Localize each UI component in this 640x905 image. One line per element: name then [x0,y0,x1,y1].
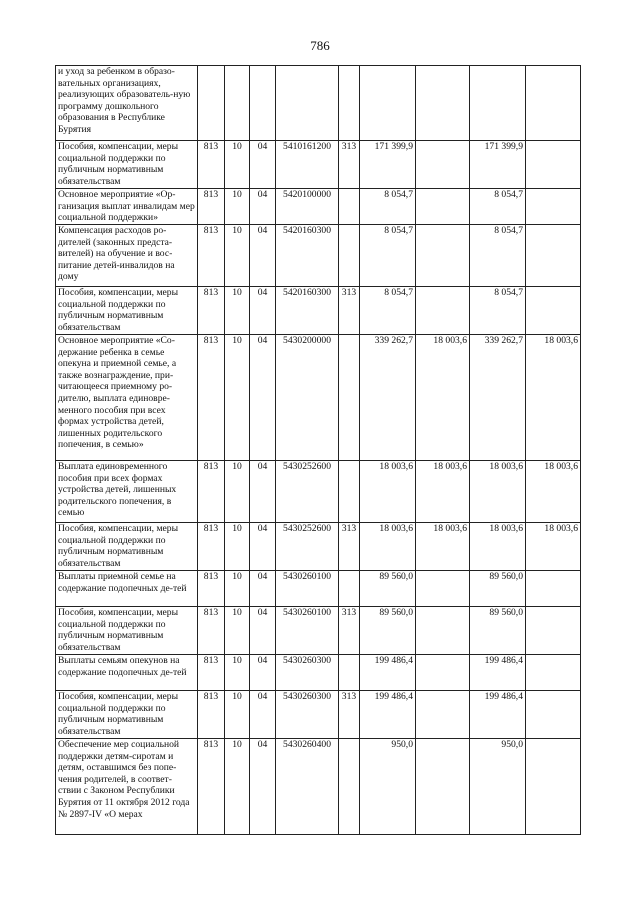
page-number: 786 [310,38,330,53]
cell-subvention-2 [526,189,581,225]
cell-subvention [416,607,470,655]
cell-section: 10 [225,655,250,691]
cell-name: Пособия, компенсации, меры социальной поддержки по публичным нормативным обязательствам [56,691,198,739]
cell-subvention: 18 003,6 [416,461,470,523]
cell-total: 199 486,4 [360,691,416,739]
cell-target-article: 5430260300 [276,691,339,739]
cell-name: Пособия, компенсации, меры социальной поддержки по публичным нормативным обязательствам [56,607,198,655]
cell-amount: 199 486,4 [470,655,526,691]
table-body [56,66,581,835]
table-row [56,335,581,461]
cell-expense-type: 313 [339,691,360,739]
cell-subvention [416,141,470,189]
cell-name: Пособия, компенсации, меры социальной поддержки по публичным нормативным обязательствам [56,287,198,335]
cell-subvention [416,571,470,607]
cell-total: 171 399,9 [360,141,416,189]
cell-ministry: 813 [198,655,225,691]
cell-subvention [416,287,470,335]
cell-subvention-2 [526,287,581,335]
cell-name: Пособия, компенсации, меры социальной поддержки по публичным нормативным обязательствам [56,523,198,571]
cell-total: 18 003,6 [360,461,416,523]
cell-subvention-2 [526,607,581,655]
cell-amount: 950,0 [470,739,526,835]
cell-section: 10 [225,523,250,571]
cell-target-article: 5430260100 [276,571,339,607]
cell-subsection: 04 [250,189,276,225]
cell-section: 10 [225,225,250,287]
cell-target-article: 5430260400 [276,739,339,835]
table-row [56,287,581,335]
cell-expense-type [339,461,360,523]
cell-ministry: 813 [198,287,225,335]
cell-name: Выплаты приемной семье на содержание подопечных де-тей [56,571,198,607]
cell-subvention [416,691,470,739]
cell-total: 339 262,7 [360,335,416,461]
cell-subsection: 04 [250,225,276,287]
table-row [56,739,581,835]
cell-total: 18 003,6 [360,523,416,571]
cell-amount: 89 560,0 [470,571,526,607]
cell-total: 950,0 [360,739,416,835]
table-row [56,607,581,655]
cell-section: 10 [225,287,250,335]
cell-section [225,66,250,141]
cell-subsection: 04 [250,691,276,739]
cell-name: Выплата единовременного пособия при всех формах устройства детей, лишенных родительского попечения, в семью [56,461,198,523]
cell-subvention-2 [526,571,581,607]
table-row [56,571,581,607]
cell-subsection: 04 [250,287,276,335]
cell-ministry [198,66,225,141]
cell-section: 10 [225,189,250,225]
cell-subvention-2 [526,141,581,189]
cell-subsection [250,66,276,141]
cell-subvention: 18 003,6 [416,523,470,571]
cell-target-article: 5420100000 [276,189,339,225]
cell-section: 10 [225,141,250,189]
cell-name: Компенсация расходов ро-дителей (законных предста-вителей) на обучение и вос-питание детей-инвалидов на дому [56,225,198,287]
cell-subvention-2 [526,225,581,287]
cell-subvention: 18 003,6 [416,335,470,461]
cell-subvention [416,655,470,691]
cell-name: Пособия, компенсации, меры социальной поддержки по публичным нормативным обязательствам [56,141,198,189]
cell-amount: 199 486,4 [470,691,526,739]
cell-target-article: 5430260300 [276,655,339,691]
cell-expense-type: 313 [339,287,360,335]
cell-subsection: 04 [250,607,276,655]
cell-total: 89 560,0 [360,607,416,655]
table-row [56,225,581,287]
cell-ministry: 813 [198,571,225,607]
cell-subvention-2 [526,739,581,835]
cell-ministry: 813 [198,739,225,835]
cell-section: 10 [225,739,250,835]
cell-name: Основное мероприятие «Ор-ганизация выплат инвалидам мер социальной поддержки» [56,189,198,225]
cell-target-article: 5420160300 [276,225,339,287]
cell-ministry: 813 [198,225,225,287]
cell-ministry: 813 [198,461,225,523]
cell-subvention [416,189,470,225]
cell-ministry: 813 [198,335,225,461]
cell-expense-type [339,571,360,607]
cell-expense-type [339,189,360,225]
cell-subsection: 04 [250,571,276,607]
cell-expense-type: 313 [339,607,360,655]
cell-amount [470,66,526,141]
cell-subsection: 04 [250,523,276,571]
cell-subvention [416,739,470,835]
cell-expense-type [339,655,360,691]
cell-target-article: 5430252600 [276,461,339,523]
cell-amount: 339 262,7 [470,335,526,461]
cell-section: 10 [225,571,250,607]
cell-amount: 8 054,7 [470,189,526,225]
cell-target-article: 5430200000 [276,335,339,461]
table-row [56,141,581,189]
cell-amount: 8 054,7 [470,225,526,287]
cell-subsection: 04 [250,655,276,691]
cell-total: 8 054,7 [360,287,416,335]
cell-total: 89 560,0 [360,571,416,607]
cell-subvention-2: 18 003,6 [526,523,581,571]
cell-total: 199 486,4 [360,655,416,691]
table-row [56,189,581,225]
cell-subsection: 04 [250,739,276,835]
cell-subsection: 04 [250,141,276,189]
table-row [56,461,581,523]
table-row [56,655,581,691]
cell-expense-type [339,225,360,287]
cell-subvention-2: 18 003,6 [526,461,581,523]
cell-total [360,66,416,141]
cell-subvention-2 [526,66,581,141]
cell-section: 10 [225,335,250,461]
cell-target-article [276,66,339,141]
cell-section: 10 [225,461,250,523]
cell-name: Выплаты семьям опекунов на содержание подопечных де-тей [56,655,198,691]
cell-target-article: 5410161200 [276,141,339,189]
cell-subvention-2 [526,655,581,691]
cell-amount: 18 003,6 [470,461,526,523]
table-row [56,691,581,739]
budget-table [55,65,581,835]
cell-ministry: 813 [198,691,225,739]
cell-name: Обеспечение мер социальной поддержки детям-сиротам и детям, оставшимся без попе-чения родителей, в соответ-ствии с Законом Республики Бурятия от 11 октября 2012 года № 2897-IV «О мерах [56,739,198,835]
cell-section: 10 [225,607,250,655]
cell-amount: 89 560,0 [470,607,526,655]
cell-target-article: 5430252600 [276,523,339,571]
cell-expense-type: 313 [339,523,360,571]
cell-name: Основное мероприятие «Со-держание ребенка в семье опекуна и приемной семье, а также вознаграждение, при-читающееся приемному ро-дителю, выплата единовре-менного пособия при всех формах устройства детей, лишенных родительского попечения, в семью» [56,335,198,461]
cell-amount: 171 399,9 [470,141,526,189]
cell-expense-type: 313 [339,141,360,189]
cell-expense-type [339,739,360,835]
cell-subsection: 04 [250,461,276,523]
table-row [56,523,581,571]
cell-target-article: 5420160300 [276,287,339,335]
cell-subsection: 04 [250,335,276,461]
cell-section: 10 [225,691,250,739]
cell-total: 8 054,7 [360,189,416,225]
cell-amount: 18 003,6 [470,523,526,571]
cell-subvention [416,225,470,287]
cell-expense-type [339,335,360,461]
cell-name: и уход за ребенком в образо-вательных организациях, реализующих образователь-ную программу дошкольного образования в Республике Бурятия [56,66,198,141]
cell-total: 8 054,7 [360,225,416,287]
table-row [56,66,581,141]
cell-ministry: 813 [198,607,225,655]
cell-ministry: 813 [198,523,225,571]
cell-target-article: 5430260100 [276,607,339,655]
cell-amount: 8 054,7 [470,287,526,335]
cell-subvention [416,66,470,141]
cell-ministry: 813 [198,141,225,189]
cell-expense-type [339,66,360,141]
cell-subvention-2: 18 003,6 [526,335,581,461]
cell-ministry: 813 [198,189,225,225]
cell-subvention-2 [526,691,581,739]
